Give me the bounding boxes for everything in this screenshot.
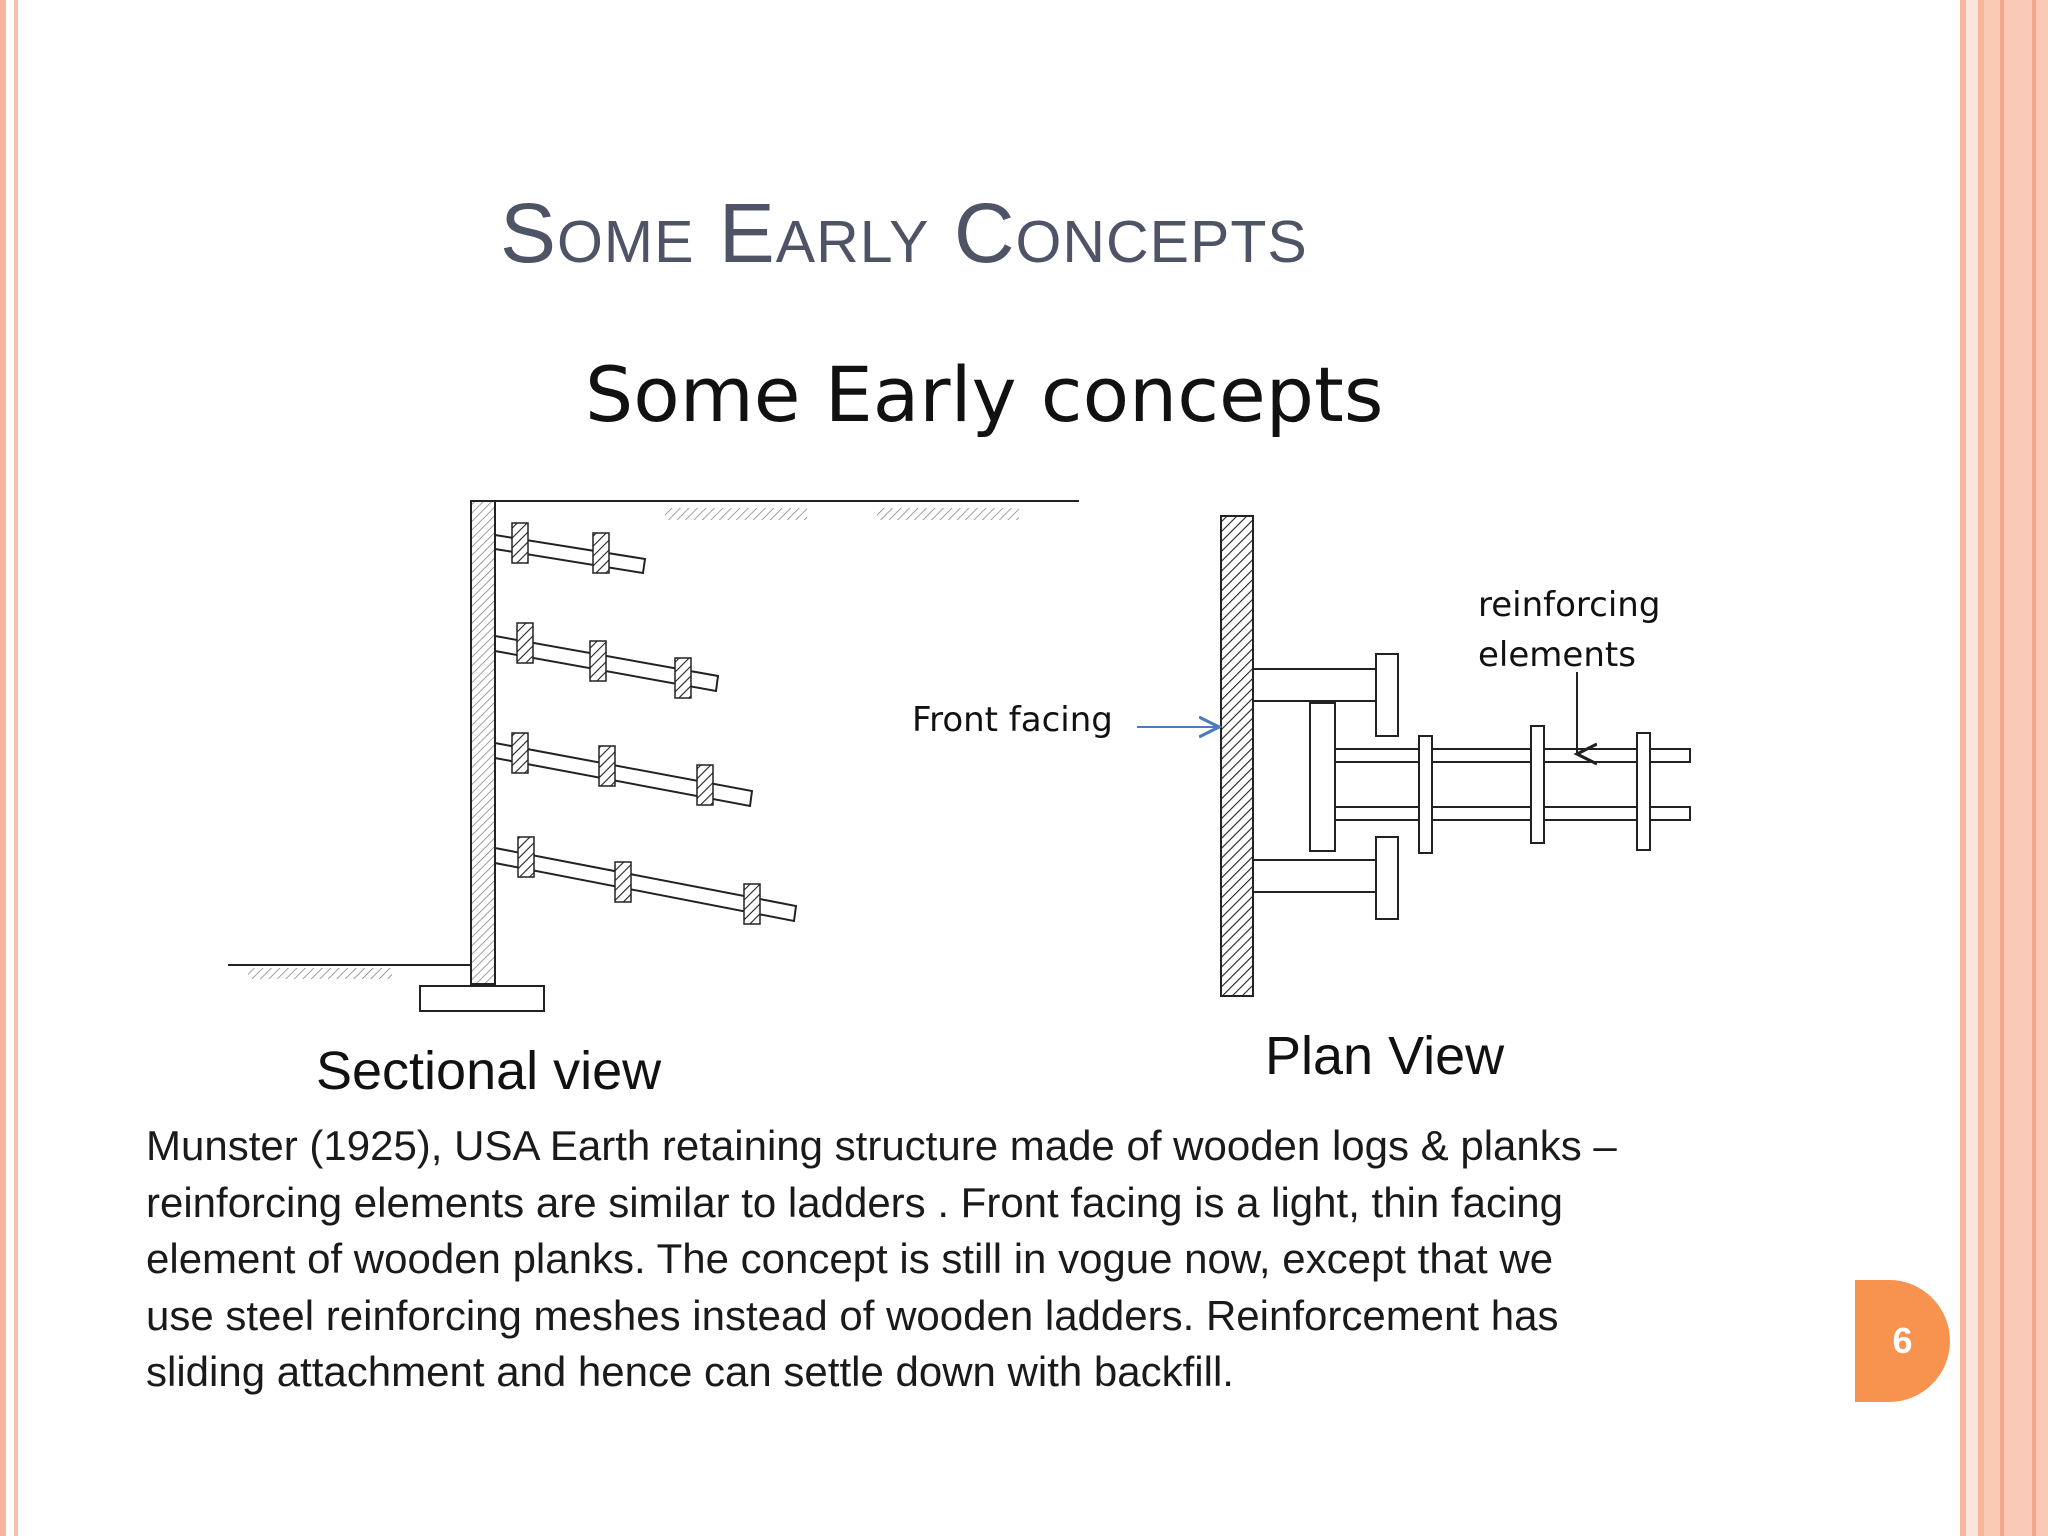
front-facing-label: Front facing bbox=[912, 700, 1113, 740]
description-line: reinforcing elements are similar to ladders . Front facing is a light, thin facing bbox=[146, 1178, 1563, 1226]
description-paragraph bbox=[146, 1118, 1826, 1401]
sectional-view bbox=[228, 501, 1079, 1011]
description-line: element of wooden planks. The concept is still in vogue now, except that we bbox=[146, 1235, 1554, 1282]
plan-view-caption: Plan View bbox=[1265, 1026, 1505, 1086]
reinforcing-elements-label bbox=[1478, 580, 1660, 680]
description-line: sliding attachment and hence can settle down with backfill. bbox=[146, 1348, 1234, 1395]
reinforcing-label-line1: reinforcing bbox=[1478, 585, 1661, 625]
sectional-view-caption: Sectional view bbox=[316, 1041, 662, 1101]
reinforcing-label-line2: elements bbox=[1478, 635, 1636, 675]
page-number: 6 bbox=[1892, 1320, 1913, 1361]
slide-title: Some Early Concepts bbox=[500, 186, 1308, 280]
description-line: Munster (1925), USA Earth retaining structure made of wooden logs & planks – bbox=[146, 1122, 1617, 1169]
description-line: use steel reinforcing meshes instead of wooden ladders. Reinforcement has bbox=[146, 1291, 1559, 1339]
figure-title: Some Early concepts bbox=[585, 350, 1384, 439]
